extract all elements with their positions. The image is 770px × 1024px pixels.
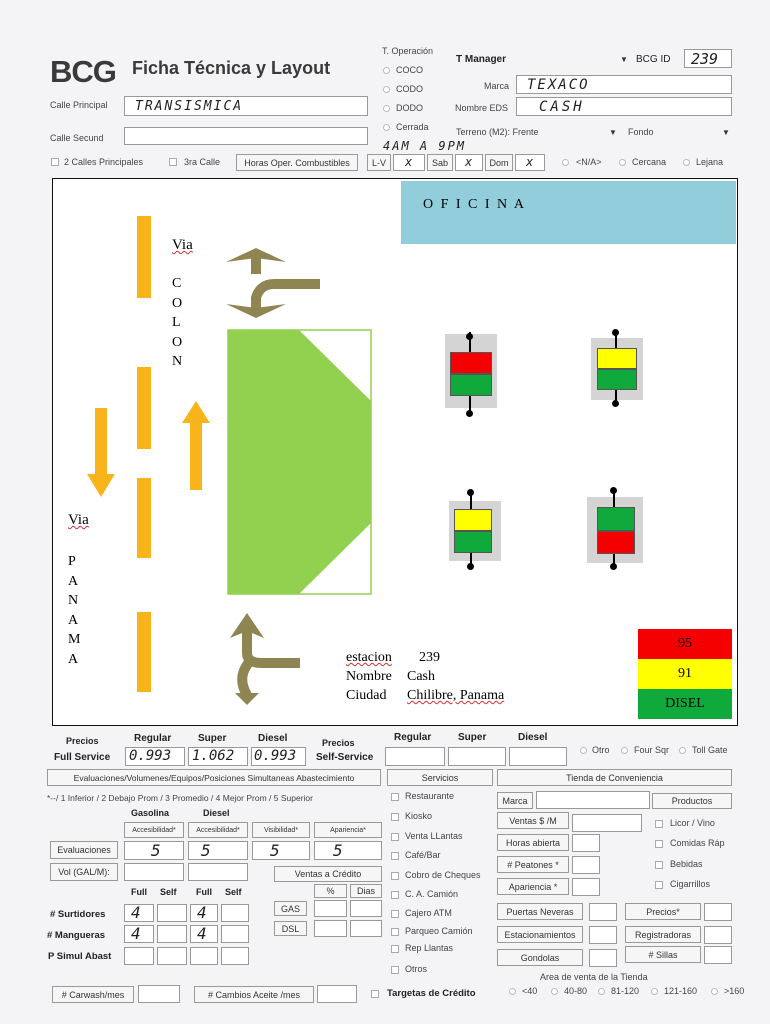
four-sqr-label: Four Sqr [634,745,670,755]
eval-field-1[interactable] [124,841,184,860]
road-marking [137,478,151,558]
lejana-label: Lejana [696,157,724,167]
bcg-id-label: BCG ID [636,54,671,65]
productos-button[interactable]: Productos [652,793,732,809]
full-regular-field[interactable] [125,747,185,766]
product-checkbox-licor[interactable] [655,820,663,828]
service-checkbox-cobro-cheques[interactable] [391,872,399,880]
super-header: Super [198,733,227,744]
otro-radio[interactable] [580,747,587,754]
eval-value-4: 5 [333,841,343,860]
calle-principal-label: Calle Principal [50,100,108,110]
pump [587,497,643,563]
mang-full-gas-field[interactable] [124,925,154,943]
via-panama-letter: P [68,554,76,569]
calles2-label: 2 Calles Principales [64,157,144,167]
area-option-gt160: >160 [724,986,745,996]
store-marca-label: Marca [497,792,533,809]
nombre-eds-field[interactable] [516,97,732,116]
op-radio-cerrada[interactable] [383,124,390,131]
na-label: <N/A> [576,157,602,167]
area-radio-121-160[interactable] [651,988,658,995]
peatones-field[interactable] [572,856,600,874]
cambios-aceite-label: # Cambios Aceite /mes [194,986,314,1003]
op-option-coco: COCO [396,65,423,75]
terreno-dropdown-icon[interactable]: ▼ [609,128,617,137]
marca-value: TEXACO [527,77,590,93]
carwash-field[interactable] [138,985,180,1003]
mang-self-gas-field[interactable] [157,925,187,943]
area-option-121-160: 121-160 [664,986,698,996]
mang-full-dsl-value: 4 [197,924,207,943]
horas-oper-button[interactable]: Horas Oper. Combustibles [236,154,358,171]
service-checkbox-cafe-bar[interactable] [391,852,399,860]
product-label-comidas: Comidas Ráp [670,838,725,848]
oficina-label: O F I C I N A [423,197,527,212]
sab-value: x [465,155,473,169]
via-colon-letter: L [172,315,181,330]
lv-button[interactable]: L-V [367,154,391,171]
mang-self-dsl-field[interactable] [221,925,249,943]
vol-field-gas[interactable] [124,863,184,881]
calle-principal-field[interactable] [124,96,368,116]
diesel-label: Diesel [203,808,230,818]
diesel-header: Diesel [258,733,288,744]
lv-value: x [405,155,413,169]
self-regular-header: Regular [394,732,432,743]
nombre-value: Cash [407,669,435,684]
col-header-apariencia: Apariencia* [314,822,382,838]
area-option-lt40: <40 [522,986,538,996]
bcg-id-field[interactable] [684,49,732,68]
eval-field-3[interactable] [252,841,310,860]
apariencia-field[interactable] [572,878,600,896]
service-label-cafe-bar: Café/Bar [405,850,441,860]
gondolas-label: Gondolas [497,949,583,966]
nombre-eds-value: CASH [539,99,585,115]
service-label-cobro-cheques: Cobro de Cheques [405,870,481,880]
service-label-parqueo-camion: Parqueo Camión [405,926,473,936]
cercana-label: Cercana [632,157,667,167]
calle-secund-field[interactable] [124,127,368,145]
col-header-visibilidad: Visibilidad* [252,822,310,838]
via-panama-letter: N [68,593,79,608]
dsl-dias-field[interactable] [350,920,382,937]
product-checkbox-comidas[interactable] [655,840,663,848]
t-manager-dropdown-icon[interactable]: ▼ [620,55,628,64]
via-colon-letter: O [172,295,183,311]
road-marking [137,216,151,298]
calle3-checkbox[interactable] [169,158,177,166]
pump [591,338,643,400]
full-label-dsl: Full [196,887,212,897]
legend-item-95: 95 [638,629,732,659]
gasolina-label: Gasolina [131,808,170,818]
surt-self-gas-field[interactable] [157,904,187,922]
eval-field-2[interactable] [188,841,248,860]
mangueras-label: # Mangueras [47,930,106,941]
gas-label: GAS [274,901,307,916]
arrow-up-icon [181,400,211,490]
via-panama-letter: A [68,651,79,667]
dom-button[interactable]: Dom [485,154,513,171]
fuel-legend [638,629,732,719]
hours-note: 4AM A 9PM [383,139,467,153]
area-radio-40-80[interactable] [551,988,558,995]
service-checkbox-rep-llantas[interactable] [391,945,399,953]
legend-item-disel: DISEL [638,689,732,719]
self-diesel-header: Diesel [518,732,548,743]
scale-text: *--/ 1 Inferior / 2 Debajo Prom / 3 Promedio / 4 Mejor Prom / 5 Superior [47,793,313,803]
service-label-kiosko: Kiosko [405,811,433,821]
store-marca-field[interactable] [536,791,650,809]
pct-header: % [314,884,347,898]
col-header-accesibilidad-2: Accesibilidad* [188,822,248,838]
estacion-label: estacion [346,650,392,665]
product-checkbox-bebidas[interactable] [655,861,663,869]
ventas-credito-button[interactable]: Ventas a Crédito [274,866,382,882]
mang-full-dsl-field[interactable] [190,925,218,943]
full-service-label: Full Service [54,752,111,763]
evaluaciones-label: Evaluaciones [50,841,118,859]
via-colon-letter: N [172,354,183,369]
targetas-credito-checkbox[interactable] [371,990,379,998]
gas-dias-field[interactable] [350,900,382,917]
exit-arrow-icon [222,248,322,318]
via-colon-title: Via [172,237,193,253]
via-panama-title: Via [68,512,89,528]
mang-full-gas-value: 4 [131,924,141,943]
eval-field-4[interactable] [314,841,382,860]
cambios-aceite-field[interactable] [317,985,357,1003]
t-manager-label: T Manager [456,54,507,65]
peatones-label: # Peatones * [497,856,569,873]
dom-field[interactable] [515,154,545,171]
full-regular-value: 0.993 [129,748,172,764]
via-colon-letter: O [172,334,183,350]
puertas-neveras-label: Puertas Neveras [497,903,583,920]
arrow-down-icon [86,408,116,498]
canopy [227,329,373,595]
targetas-credito-label: Targetas de Crédito [387,988,476,999]
four-sqr-radio[interactable] [621,747,628,754]
evaluaciones-button[interactable]: Evaluaciones/Volumenes/Equipos/Posiciones Simultaneas Abastecimiento [47,769,381,786]
simul-full-dsl-field[interactable] [190,947,218,965]
op-radio-dodo[interactable] [383,105,390,112]
oficina-block [401,181,736,244]
via-colon-letters [172,274,182,372]
cercana-radio[interactable] [619,159,626,166]
area-radio-lt40[interactable] [509,988,516,995]
dsl-label: DSL [274,921,307,936]
estacion-value: 239 [419,650,440,665]
toll-gate-radio[interactable] [679,747,686,754]
carwash-label: # Carwash/mes [52,986,134,1003]
vol-field-dsl[interactable] [188,863,248,881]
road-marking [137,367,151,449]
calle-secund-label: Calle Secund [50,133,104,143]
dias-header: Dias [350,884,382,898]
self-label-dsl: Self [225,887,242,897]
surtidores-label: # Surtidores [50,909,106,920]
product-label-bebidas: Bebidas [670,859,703,869]
horas-abierta-field[interactable] [572,834,600,852]
surt-full-gas-field[interactable] [124,904,154,922]
full-diesel-value: 0.993 [254,748,297,764]
ventas-label: Ventas $ /M [497,812,569,829]
surt-full-dsl-field[interactable] [190,904,218,922]
calle-principal-value: TRANSISMICA [135,99,244,114]
page-title: Ficha Técnica y Layout [132,58,331,78]
apariencia-label: Apariencia * [497,878,569,895]
via-panama-letters [68,552,80,669]
product-label-cigarrillos: Cigarrillos [670,879,711,889]
full-label-gas: Full [131,887,147,897]
op-radio-codo[interactable] [383,86,390,93]
lejana-radio[interactable] [683,159,690,166]
op-option-cerrada: Cerrada [396,122,429,132]
bcg-id-value: 239 [691,50,719,68]
surt-self-dsl-field[interactable] [221,904,249,922]
op-radio-coco[interactable] [383,67,390,74]
ventas-field[interactable] [572,814,642,832]
self-label-gas: Self [160,887,177,897]
pump [449,501,501,561]
servicios-button[interactable]: Servicios [387,769,493,786]
full-diesel-field[interactable] [251,747,306,766]
precios-self-label: Precios [322,738,355,748]
via-panama-letter: M [68,632,81,647]
simul-self-dsl-field[interactable] [221,947,249,965]
otro-label: Otro [592,745,610,755]
eval-value-2: 5 [201,841,211,860]
ciudad-label: Ciudad [346,688,387,703]
eval-value-1: 5 [151,841,161,860]
gas-pct-field[interactable] [314,900,347,917]
horas-abierta-label: Horas abierta [497,834,569,851]
service-checkbox-kiosko[interactable] [391,813,399,821]
service-checkbox-ca-camion[interactable] [391,891,399,899]
full-super-field[interactable] [188,747,248,766]
registradoras-label: Registradoras [625,926,701,943]
eval-value-3: 5 [270,841,280,860]
simul-abast-label: P Simul Abast [48,951,112,962]
fondo-label: Fondo [628,127,654,137]
simul-self-gas-field[interactable] [157,947,187,965]
terreno-label: Terreno (M2): Frente [456,127,539,137]
op-option-codo: CODO [396,84,423,94]
col-header-accesibilidad-1: Accesibilidad* [124,822,184,838]
product-label-licor: Licor / Vino [670,818,715,828]
estacionamientos-label: Estacionamientos [497,926,583,943]
service-checkbox-restaurante[interactable] [391,793,399,801]
surt-full-gas-value: 4 [131,903,141,922]
road-marking [137,612,151,692]
area-radio-gt160[interactable] [711,988,718,995]
service-checkbox-venta-llantas[interactable] [391,833,399,841]
dsl-pct-field[interactable] [314,920,347,937]
simul-full-gas-field[interactable] [124,947,154,965]
full-super-value: 1.062 [192,748,235,764]
entry-arrow-icon [230,613,310,705]
precios-field[interactable] [704,903,732,921]
product-checkbox-cigarrillos[interactable] [655,881,663,889]
self-super-field[interactable] [448,747,506,766]
nombre-label: Nombre [346,669,392,684]
calle3-label: 3ra Calle [184,157,221,167]
vol-label: Vol (GAL/M): [50,863,118,881]
lv-field[interactable] [393,154,425,171]
sab-field[interactable] [455,154,483,171]
marca-label: Marca [484,81,510,91]
service-label-otros: Otros [405,964,428,974]
nombre-eds-label: Nombre EDS [455,103,509,113]
sab-button[interactable]: Sab [427,154,453,171]
sillas-field[interactable] [704,946,732,964]
fondo-dropdown-icon[interactable]: ▼ [722,128,730,137]
toll-gate-label: Toll Gate [692,745,728,755]
ciudad-value: Chilibre, Panama [407,688,505,703]
area-radio-81-120[interactable] [598,988,605,995]
station-info [346,648,504,705]
precios-label: Precios* [625,903,701,920]
area-venta-label: Area de venta de la Tienda [540,972,648,982]
calles2-checkbox[interactable] [51,158,59,166]
service-checkbox-otros[interactable] [391,966,399,974]
surt-full-dsl-value: 4 [197,903,207,922]
self-diesel-field[interactable] [509,747,567,766]
pump [445,334,497,408]
service-label-rep-llantas: Rep Llantas [405,943,454,953]
regular-header: Regular [134,733,172,744]
puertas-neveras-field[interactable] [589,903,617,921]
self-super-header: Super [458,732,487,743]
marca-field[interactable] [516,75,732,94]
logo: BCG [50,54,116,89]
na-radio[interactable] [562,159,569,166]
gondolas-field[interactable] [589,949,617,967]
self-regular-field[interactable] [385,747,445,766]
service-checkbox-parqueo-camion[interactable] [391,928,399,936]
t-operacion-label: T. Operación [382,46,434,56]
op-option-dodo: DODO [396,103,423,113]
dom-value: x [526,155,534,169]
via-panama-letter: A [68,573,79,589]
via-panama-letter: A [68,612,79,628]
service-label-ca-camion: C. A. Camión [405,889,459,899]
area-option-40-80: 40-80 [564,986,588,996]
service-label-restaurante: Restaurante [405,791,455,801]
service-checkbox-cajero-atm[interactable] [391,910,399,918]
layout-area [52,178,738,726]
precios-full-label: Precios [66,736,99,746]
area-option-81-120: 81-120 [611,986,640,996]
via-colon-letter: C [172,276,182,291]
self-service-label: Self-Service [316,752,374,763]
estacionamientos-field[interactable] [589,926,617,944]
service-label-cajero-atm: Cajero ATM [405,908,452,918]
tienda-button[interactable]: Tienda de Conveniencia [497,769,732,786]
legend-item-91: 91 [638,659,732,689]
sillas-label: # Sillas [625,946,701,963]
service-label-venta-llantas: Venta LLantas [405,831,463,841]
registradoras-field[interactable] [704,926,732,944]
